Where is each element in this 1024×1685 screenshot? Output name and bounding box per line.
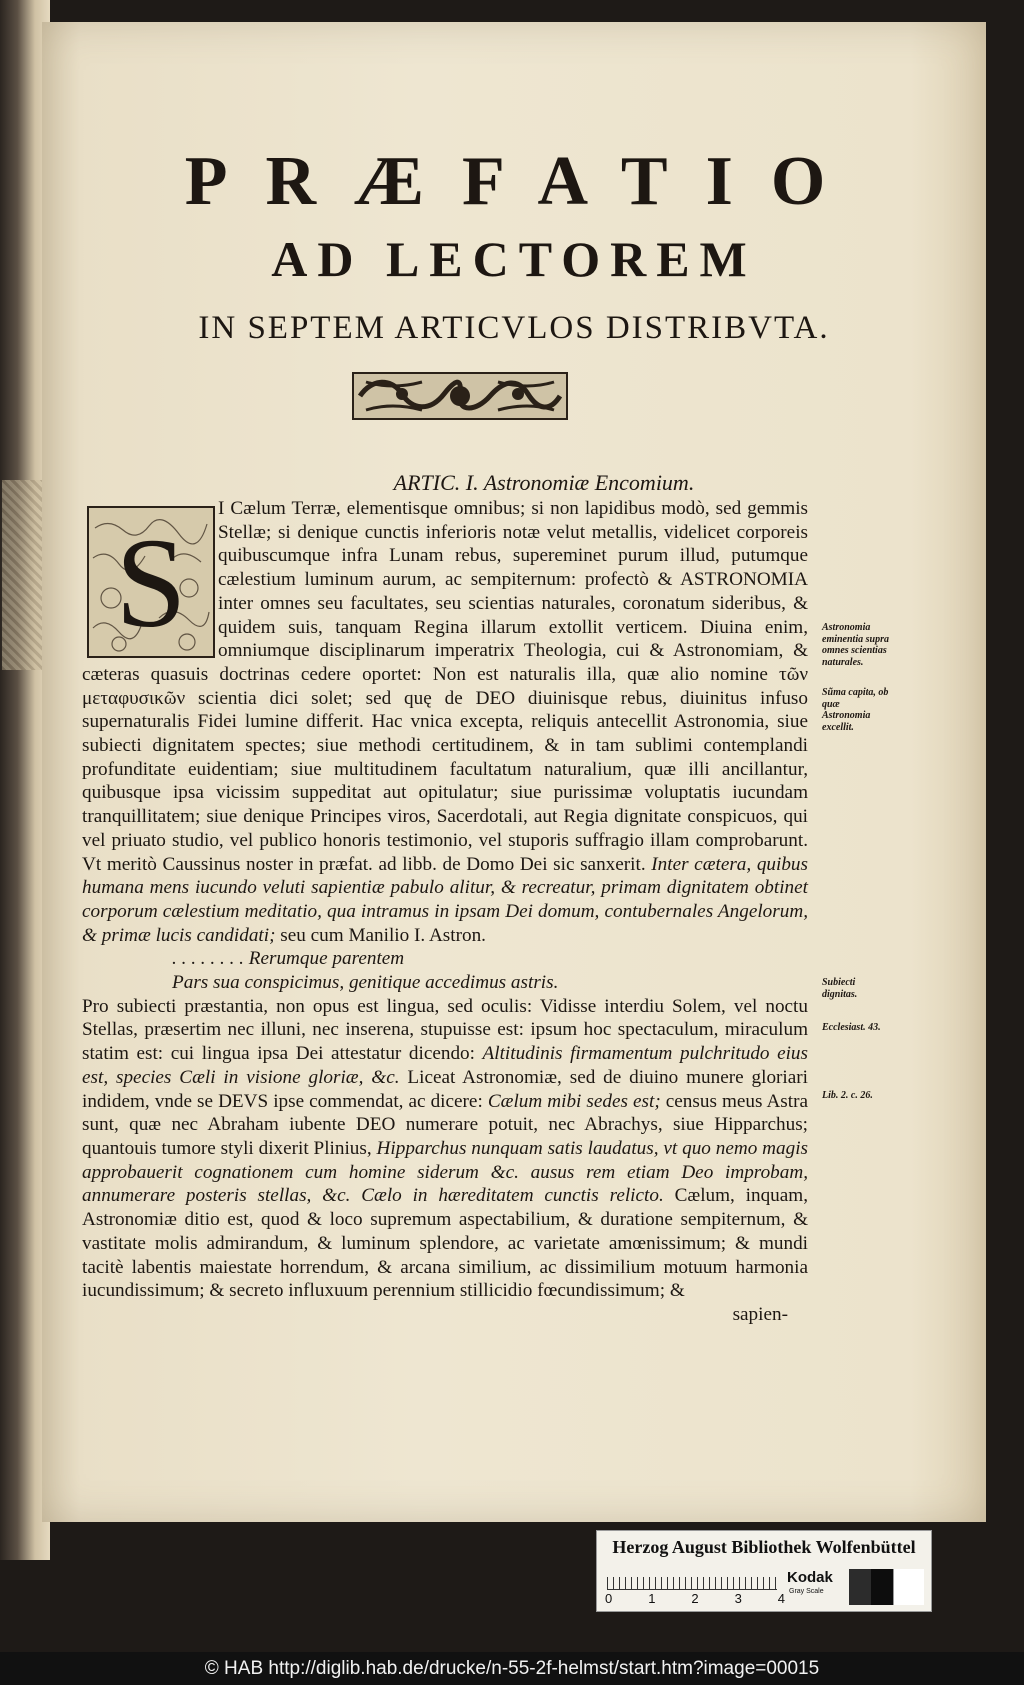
gray-patch-dark xyxy=(849,1569,871,1605)
ruler-tick-label: 0 xyxy=(605,1591,613,1606)
book-page xyxy=(42,22,986,1522)
paragraph-2: Pro subiecti præstantia, non opus est lingua, sed oculis: Vidisse interdiu Solem, vel noctu Stellas, præsertim nec illuni, nec inserena, stupuisse est: ipsum hoc spectaculum, miraculum statim est: cui lingua ipsa Dei attestatur dicendo: xyxy=(82,995,808,1065)
paragraph-2-d: Cælum, inquam, Astronomiæ ditio est, quod & loco supremum aspectabilium, & duratione sempiternum, & vastitate molis admirandum, & luminum splendore, ac varietate amœnissimum; & mundi tacitè labentis maiestate horrendum, & arcana similium, ac dissimilium motuum harmonia iucundissimum; & secreto influxuum perennium stillicidio fœcundissimum; & xyxy=(82,1185,809,1302)
kodak-logo: Kodak xyxy=(787,1569,833,1586)
ornament-headpiece xyxy=(352,372,568,420)
paragraph-2-c: census meus Astra sunt, quæ nec Abraham iubente DEO numerare potuit, nec Abrachys, siue Hipparchus; quantouis tumore styli dixerit Plinius, xyxy=(82,1090,809,1159)
title-praefatio: PRÆFATIO xyxy=(184,143,864,220)
margin-note-summa-capita: Sũma capita, ob quæ Astronomia excellit. xyxy=(822,687,889,733)
bleed-through-text xyxy=(6,100,44,240)
ruler-tick-label: 4 xyxy=(777,1591,785,1606)
initial-letter: S xyxy=(115,512,187,654)
title-ad-lectorem: AD LECTOREM xyxy=(271,231,757,287)
quote-ecclesiasticus: Altitudinis firmamentum pulchritudo eius est, species Cæli in visione gloriæ, &c. xyxy=(82,1043,808,1088)
ruler-tick-label: 2 xyxy=(691,1591,699,1606)
margin-note-eminentia: Astronomia eminentia supra omnes scientias naturales. xyxy=(822,622,889,668)
bleed-through-woodcut xyxy=(2,480,42,670)
gray-patch-black xyxy=(871,1569,893,1605)
article-heading: ARTIC. I. Astronomiæ Encomium. xyxy=(393,470,695,495)
ruler-tick-label: 1 xyxy=(648,1591,656,1606)
margin-note-lib: Lib. 2. c. 26. xyxy=(822,1090,873,1101)
paragraph-2-b: Liceat Astronomiæ, sed de diuino munere gloriari indidem, vnde se DEVS ipse commendat, ac dicere: xyxy=(82,1066,808,1112)
body-text xyxy=(82,497,808,1327)
quote-plinius: Hipparchus nunquam satis laudatus, vt quo nemo magis approbauerit cognationem cum homine siderum &c. ausus rem etiam Deo improbam, annumerare posteris stellas, &c. Cælo in hæreditatem cunctis relicto. xyxy=(82,1137,809,1207)
paragraph-1-tail: seu cum Manilio I. Astron. xyxy=(280,924,486,946)
catchword: sapien- xyxy=(732,1303,788,1325)
margin-note-ecclesiast: Ecclesiast. 43. xyxy=(822,1022,881,1033)
quote-caussinus: Inter cætera, quibus humana mens iucundo veluti sapientiæ pabulo alitur, & recreatur, primam dignitatem obtinet corporum cælestium meditatio, qua intramus in ipsam Dei domum, contubernales Angelorum, & primæ lucis candidati; xyxy=(82,853,808,946)
quote-caelum: Cælum mibi sedes est; xyxy=(487,1090,661,1112)
paragraph-1: I Cælum Terræ, elementisque omnibus; si non lapidibus modò, sed gemmis Stellæ; si denique cunctis inferioris notæ velut metallis, videlicet corporeis quibuscumque infra Lunam rebus, supereminet purum illud, putumque cælestium luminum aurum, ac sempiternum: profectò & ASTRONOMIA inter omnes seu facultates, seu scientias naturales, coronatum sideribus, & quidem suis, tanquam Regina illarum extollit verticem. Diuina enim, omniumque disciplinarum imperatrix Theologia, cui & Astronomiam, & cæteras quasuis doctrinas cedere oportet: Non est naturalis illa, quæ alio nomine τῶν μεταφυσικῶν scientia dici solet; sed quę de DEO diuinisque rebus, diuinitus infuso supernaturalis Fidei lumine differit. Hac vnica excepta, reliquis antecellit Astronomia, siue subiecti dignitatem spectes; siue methodi certitudinem, & in tam sublimi contemplandi profunditate euidentiam; siue multitudinem facultatum naturalium, quæ illi ancillantur, quibusque ipsa vicissim suppeditat aut opitulatur; siue purissimæ voluptatis iucundam tranquillitatem; siue denique Principes viros, Sacerdotali, aut Regia dignitate conspicuos, qui vel priuato studio, vel publico honoris testimonio, vel stuporis suffragio illam comprobarunt. Vt meritò Caussinus noster in præfat. ad libb. de Domo Dei sic sanxerit. xyxy=(82,498,808,875)
ruler-scale xyxy=(605,1591,785,1606)
verse-line-2: Pars sua conspicimus, genitique accedimus astris. xyxy=(172,972,559,994)
kodak-gray-scale-label: Gray Scale xyxy=(789,1588,824,1595)
verse-line-1: . . . . . . . . Rerumque parentem xyxy=(172,948,405,970)
calibration-card xyxy=(596,1530,932,1612)
margin-note-subiecti: Subiecti dignitas. xyxy=(822,977,858,1000)
measurement-ruler xyxy=(607,1569,777,1590)
title-subtitle: IN SEPTEM ARTICVLOS DISTRIBVTA. xyxy=(198,310,830,346)
copyright-footer[interactable]: © HAB http://diglib.hab.de/drucke/n-55-2f-helmst/start.htm?image=00015 xyxy=(0,1652,1024,1685)
ruler-tick-label: 3 xyxy=(734,1591,742,1606)
library-name: Herzog August Bibliothek Wolfenbüttel xyxy=(612,1537,916,1557)
gray-patch-white xyxy=(893,1569,924,1605)
